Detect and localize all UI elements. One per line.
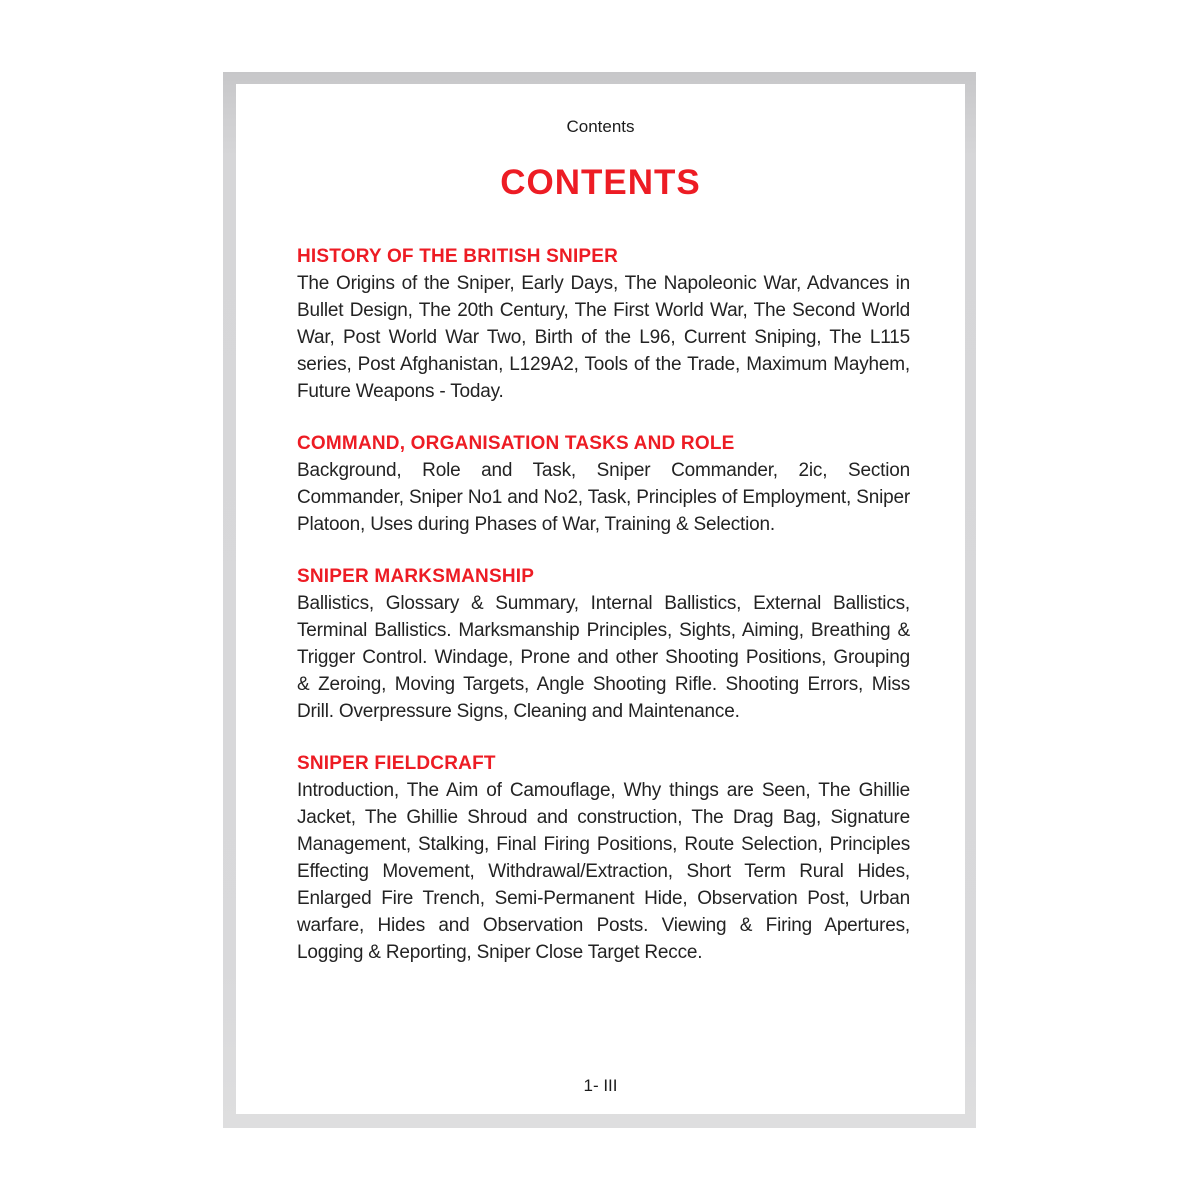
page-title: CONTENTS — [500, 163, 701, 202]
section-body: The Origins of the Sniper, Early Days, The Napoleonic War, Advances in Bullet Design, The 20th Century, The First World War, The Second World War, Post World War Two, Birth of the L96, Current Sniping, The L115 series, Post Afghanistan, L129A2, Tools of the Trade, Maximum Mayhem, Future Weapons - Today. — [297, 273, 910, 402]
contents-page — [236, 84, 965, 1114]
toc-content — [297, 243, 910, 966]
toc-section-history — [297, 243, 910, 405]
section-body: Introduction, The Aim of Camouflage, Why things are Seen, The Ghillie Jacket, The Ghillie Shroud and construction, The Drag Bag, Signature Management, Stalking, Final Firing Positions, Route Selection, Principles Effecting Movement, Withdrawal/Extraction, Short Term Rural Hides, Enlarged Fire Trench, Semi-Permanent Hide, Observation Post, Urban warfare, Hides and Observation Posts. Viewing & Firing Apertures, Logging & Reporting, Sniper Close Target Recce. — [297, 780, 910, 963]
page-frame — [223, 72, 976, 1128]
toc-section-fieldcraft — [297, 750, 910, 966]
section-heading: SNIPER MARKSMANSHIP — [297, 566, 535, 587]
section-body: Ballistics, Glossary & Summary, Internal Ballistics, External Ballistics, Terminal Ballistics. Marksmanship Principles, Sights, Aiming, Breathing & Trigger Control. Windage, Prone and other Shooting Positions, Grouping & Zeroing, Moving Targets, Angle Shooting Rifle. Shooting Errors, Miss Drill. Overpressure Signs, Cleaning and Maintenance. — [297, 593, 910, 722]
section-heading: COMMAND, ORGANISATION TASKS AND ROLE — [297, 433, 735, 454]
running-header: Contents — [566, 117, 635, 136]
toc-section-marksmanship — [297, 563, 910, 725]
page-number: 1- III — [583, 1076, 618, 1095]
toc-section-command — [297, 430, 910, 538]
section-heading: SNIPER FIELDCRAFT — [297, 753, 496, 774]
section-heading: HISTORY OF THE BRITISH SNIPER — [297, 246, 619, 267]
section-body: Background, Role and Task, Sniper Commander, 2ic, Section Commander, Sniper No1 and No2, Task, Principles of Employment, Sniper Platoon, Uses during Phases of War, Training & Selection. — [297, 460, 910, 535]
